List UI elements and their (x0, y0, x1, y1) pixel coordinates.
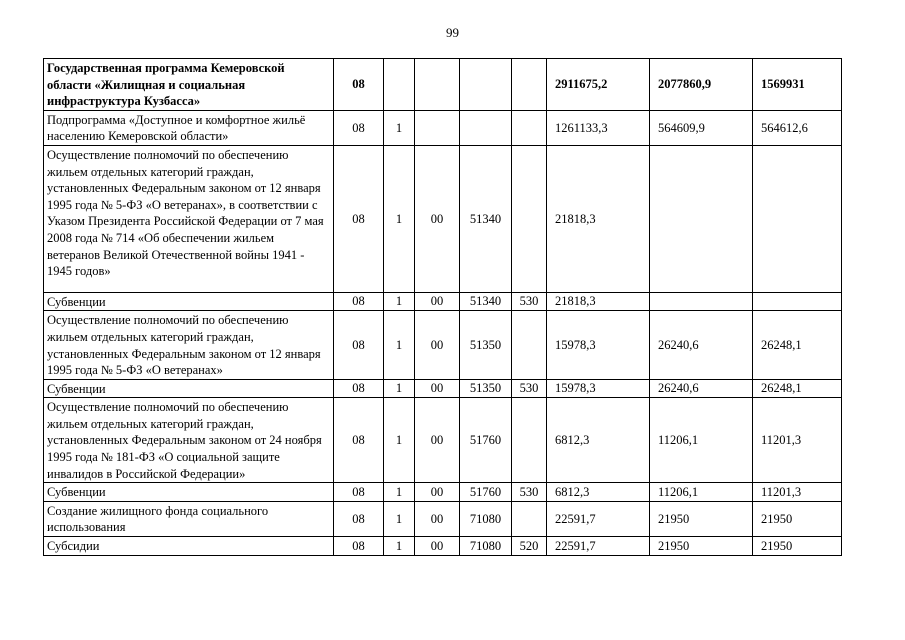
amount-year3-cell: 26248,1 (753, 311, 842, 379)
expense-code-cell (460, 59, 512, 111)
amount-year2-cell: 26240,6 (650, 379, 753, 398)
expense-type-cell (512, 311, 547, 379)
row-name-cell: Подпрограмма «Доступное и комфортное жильё населению Кемеровской области» (44, 110, 334, 145)
subprogram-code-cell: 1 (384, 311, 415, 379)
subprogram-code-cell: 1 (384, 501, 415, 536)
amount-year1-cell: 15978,3 (547, 311, 650, 379)
section-code-cell: 08 (334, 501, 384, 536)
table-row (44, 59, 842, 111)
row-name-cell: Осуществление полномочий по обеспечению жильем отдельных категорий граждан, установленных Федеральным законом от 24 ноября 1995 года № 181-ФЗ «О социальной защите инвалидов в Российской Федерации» (44, 398, 334, 483)
amount-year2-cell: 21950 (650, 501, 753, 536)
table-body (44, 59, 842, 556)
subprogram-code-cell: 1 (384, 537, 415, 556)
table-row (44, 311, 842, 379)
expense-type-cell: 530 (512, 379, 547, 398)
direction-code-cell (415, 110, 460, 145)
row-name-cell: Осуществление полномочий по обеспечению жильем отдельных категорий граждан, установленных Федеральным законом от 12 января 1995 года № 5-ФЗ «О ветеранах» (44, 311, 334, 379)
amount-year3-cell (753, 145, 842, 292)
section-code-cell: 08 (334, 59, 384, 111)
section-code-cell: 08 (334, 483, 384, 502)
budget-table (43, 58, 842, 556)
amount-year3-cell: 564612,6 (753, 110, 842, 145)
subprogram-code-cell (384, 59, 415, 111)
expense-code-cell: 51340 (460, 292, 512, 311)
amount-year1-cell: 22591,7 (547, 501, 650, 536)
amount-year3-cell: 26248,1 (753, 379, 842, 398)
direction-code-cell: 00 (415, 292, 460, 311)
amount-year1-cell: 21818,3 (547, 145, 650, 292)
expense-type-cell (512, 398, 547, 483)
expense-type-cell (512, 501, 547, 536)
amount-year3-cell: 21950 (753, 537, 842, 556)
subprogram-code-cell: 1 (384, 145, 415, 292)
expense-type-cell (512, 59, 547, 111)
amount-year1-cell: 22591,7 (547, 537, 650, 556)
row-name-cell: Субвенции (44, 292, 334, 311)
direction-code-cell: 00 (415, 501, 460, 536)
amount-year2-cell: 26240,6 (650, 311, 753, 379)
direction-code-cell: 00 (415, 398, 460, 483)
subprogram-code-cell: 1 (384, 292, 415, 311)
amount-year1-cell: 1261133,3 (547, 110, 650, 145)
direction-code-cell (415, 59, 460, 111)
amount-year3-cell (753, 292, 842, 311)
amount-year2-cell (650, 145, 753, 292)
expense-code-cell (460, 110, 512, 145)
section-code-cell: 08 (334, 292, 384, 311)
table-row (44, 292, 842, 311)
direction-code-cell: 00 (415, 483, 460, 502)
table-row (44, 110, 842, 145)
amount-year2-cell: 11206,1 (650, 398, 753, 483)
expense-code-cell: 51760 (460, 483, 512, 502)
amount-year3-cell: 11201,3 (753, 483, 842, 502)
table-row (44, 537, 842, 556)
amount-year2-cell: 21950 (650, 537, 753, 556)
row-name-cell: Осуществление полномочий по обеспечению жильем отдельных категорий граждан, установленных Федеральным законом от 12 января 1995 года № 5-ФЗ «О ветеранах», в соответствии с Указом Президента Российской Федерации от 7 мая 2008 года № 714 «Об обеспечении жильем ветеранов Великой Отечественной войны 1941 - 1945 годов» (44, 145, 334, 292)
amount-year1-cell: 21818,3 (547, 292, 650, 311)
direction-code-cell: 00 (415, 145, 460, 292)
section-code-cell: 08 (334, 398, 384, 483)
expense-code-cell: 51350 (460, 379, 512, 398)
amount-year2-cell: 2077860,9 (650, 59, 753, 111)
row-name-cell: Создание жилищного фонда социального использования (44, 501, 334, 536)
subprogram-code-cell: 1 (384, 483, 415, 502)
subprogram-code-cell: 1 (384, 379, 415, 398)
direction-code-cell: 00 (415, 311, 460, 379)
row-name-cell: Субвенции (44, 379, 334, 398)
row-name-cell: Государственная программа Кемеровской области «Жилищная и социальная инфраструктура Кузбасса» (44, 59, 334, 111)
subprogram-code-cell: 1 (384, 398, 415, 483)
expense-code-cell: 71080 (460, 537, 512, 556)
row-name-cell: Субсидии (44, 537, 334, 556)
amount-year1-cell: 6812,3 (547, 483, 650, 502)
expense-code-cell: 71080 (460, 501, 512, 536)
expense-code-cell: 51340 (460, 145, 512, 292)
amount-year3-cell: 11201,3 (753, 398, 842, 483)
amount-year1-cell: 15978,3 (547, 379, 650, 398)
section-code-cell: 08 (334, 110, 384, 145)
amount-year1-cell: 2911675,2 (547, 59, 650, 111)
table-row (44, 379, 842, 398)
amount-year2-cell: 11206,1 (650, 483, 753, 502)
amount-year3-cell: 21950 (753, 501, 842, 536)
amount-year2-cell: 564609,9 (650, 110, 753, 145)
table-row (44, 398, 842, 483)
section-code-cell: 08 (334, 145, 384, 292)
amount-year3-cell: 1569931 (753, 59, 842, 111)
amount-year2-cell (650, 292, 753, 311)
row-name-cell: Субвенции (44, 483, 334, 502)
expense-type-cell (512, 110, 547, 145)
direction-code-cell: 00 (415, 379, 460, 398)
section-code-cell: 08 (334, 311, 384, 379)
expense-type-cell (512, 145, 547, 292)
expense-type-cell: 520 (512, 537, 547, 556)
subprogram-code-cell: 1 (384, 110, 415, 145)
table-row (44, 145, 842, 292)
direction-code-cell: 00 (415, 537, 460, 556)
section-code-cell: 08 (334, 537, 384, 556)
expense-code-cell: 51350 (460, 311, 512, 379)
expense-code-cell: 51760 (460, 398, 512, 483)
section-code-cell: 08 (334, 379, 384, 398)
table-row (44, 483, 842, 502)
table-row (44, 501, 842, 536)
expense-type-cell: 530 (512, 483, 547, 502)
amount-year1-cell: 6812,3 (547, 398, 650, 483)
page-number: 99 (446, 25, 459, 40)
expense-type-cell: 530 (512, 292, 547, 311)
